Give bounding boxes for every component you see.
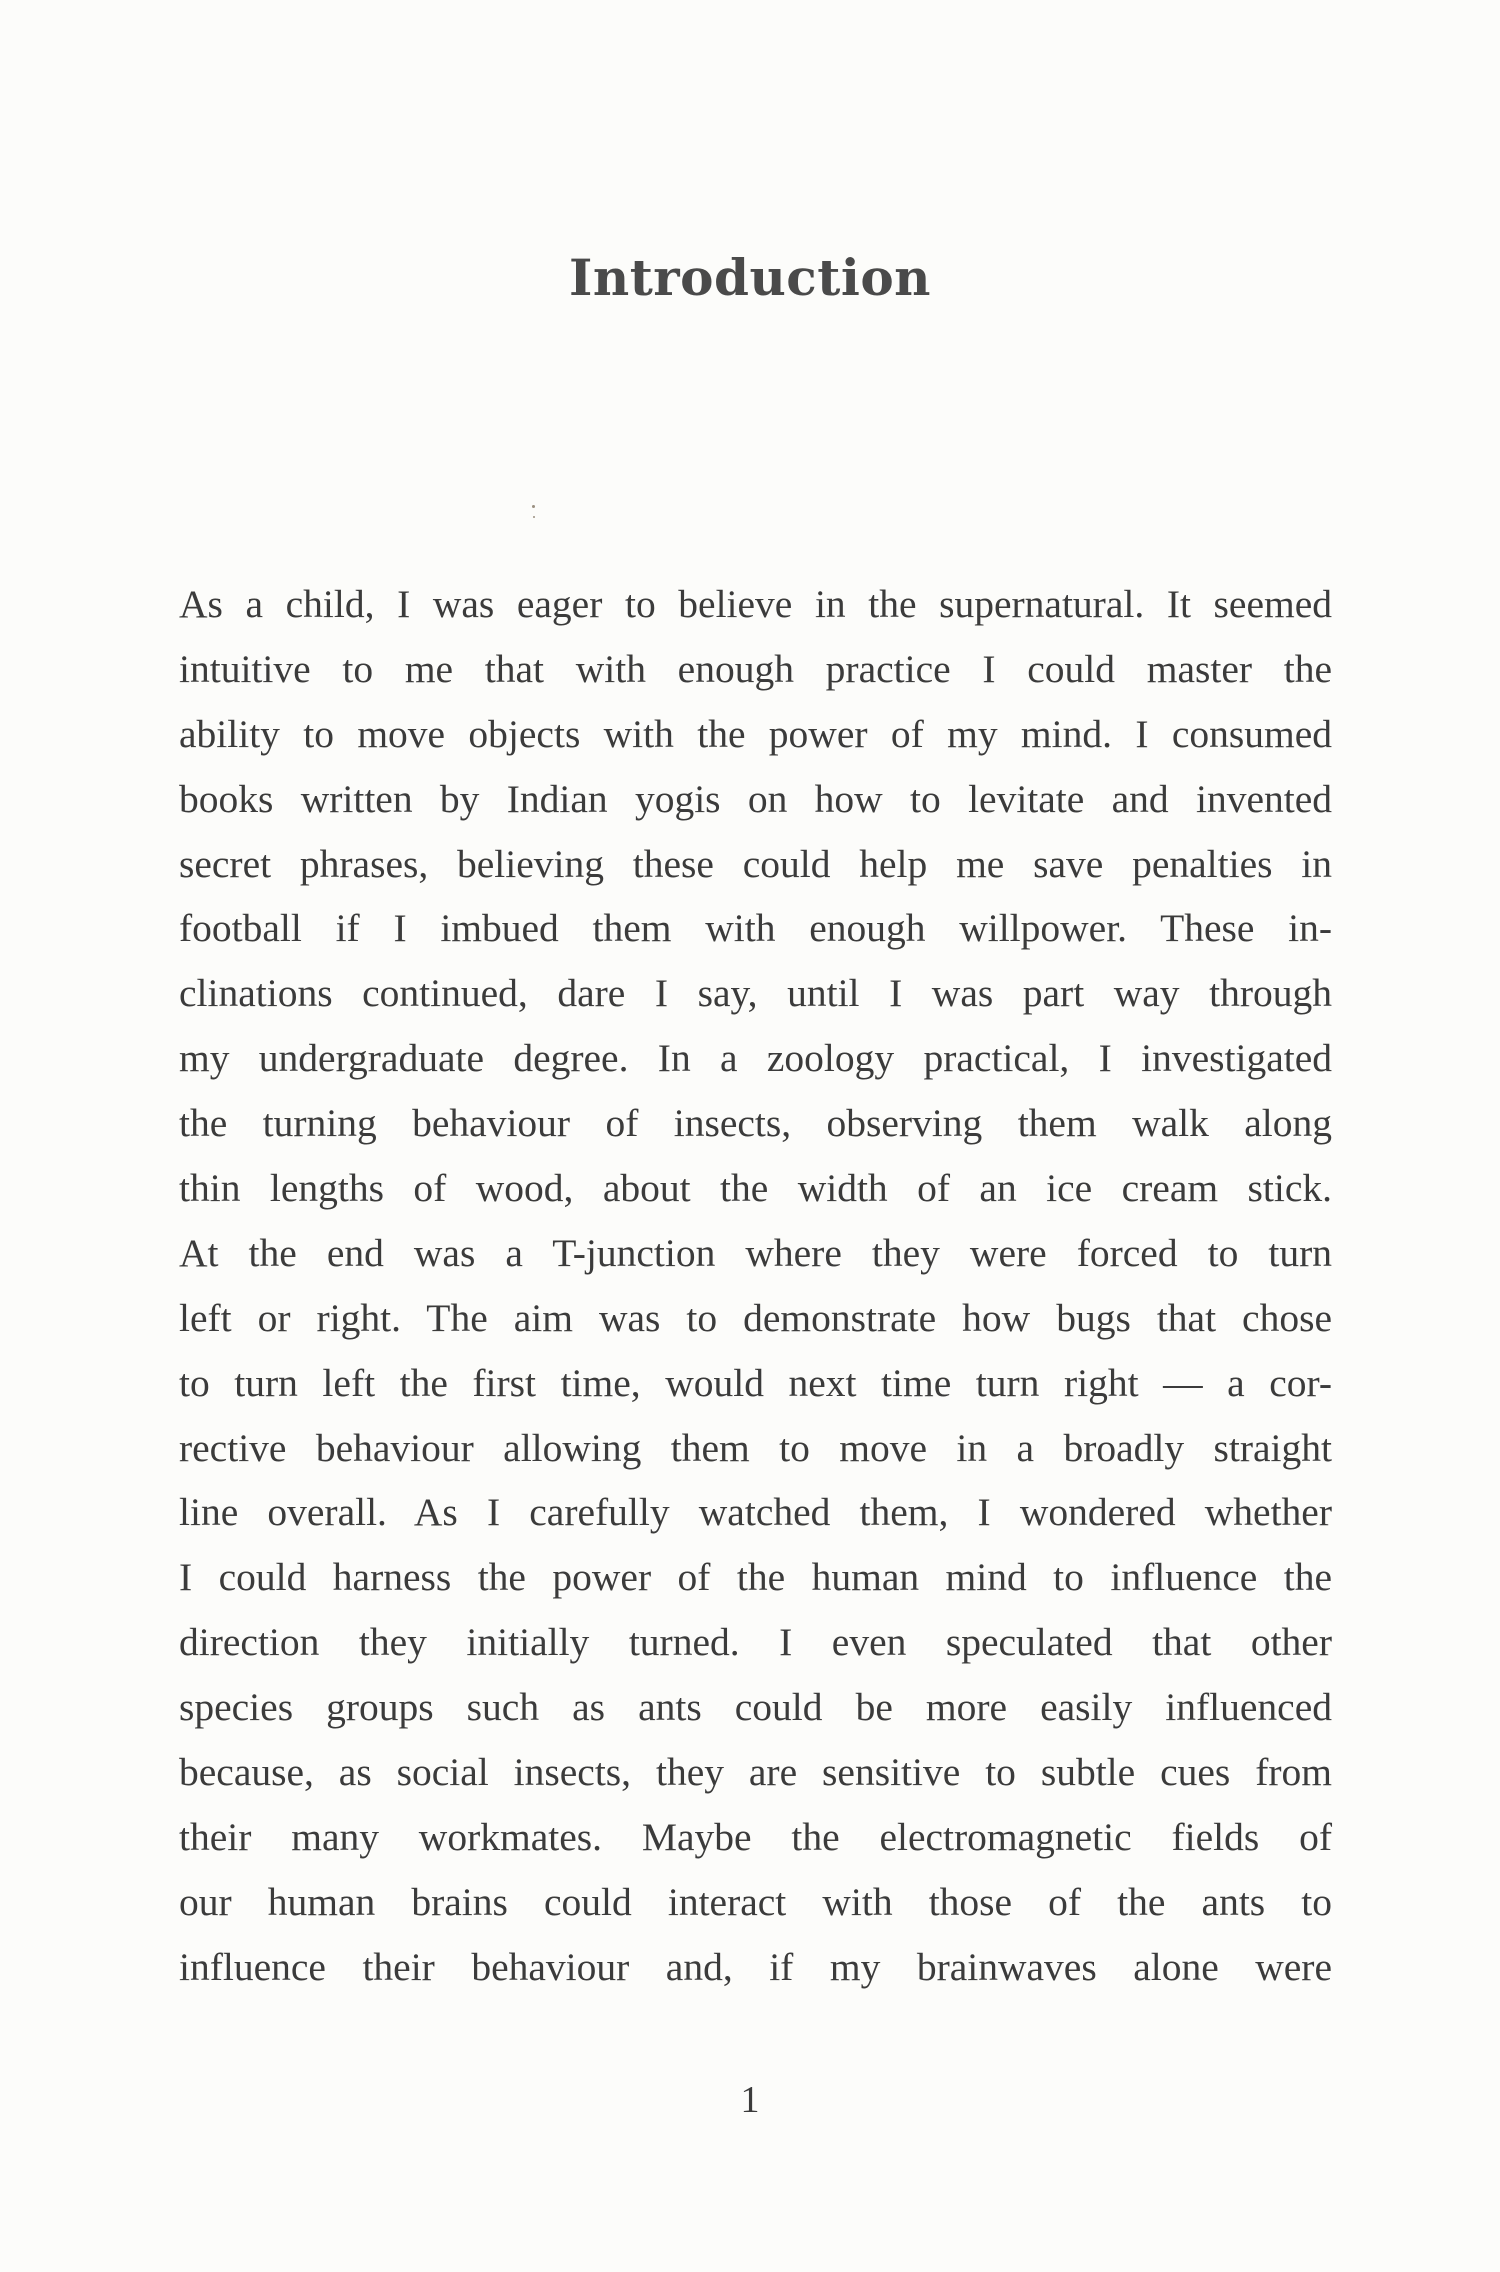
text-line: to turn left the first time, would next time turn right — a cor- xyxy=(179,1360,1332,1405)
page-number: 1 xyxy=(740,2079,760,2121)
text-line: because, as social insects, they are sensitive to subtle cues from xyxy=(179,1750,1332,1795)
text-line: At the end was a T-junction where they were forced to turn xyxy=(179,1230,1332,1275)
text-line: secret phrases, believing these could help me save penalties in xyxy=(179,841,1332,886)
body-text xyxy=(179,572,1332,2000)
text-line: the turning behaviour of insects, observing them walk along xyxy=(179,1101,1332,1146)
text-line: I could harness the power of the human mind to influence the xyxy=(179,1555,1332,1600)
text-line: species groups such as ants could be more easily influenced xyxy=(179,1685,1332,1730)
text-line: As a child, I was eager to believe in the supernatural. It seemed xyxy=(179,582,1332,626)
text-line: left or right. The aim was to demonstrate how bugs that chose xyxy=(179,1295,1332,1340)
chapter-title: Introduction xyxy=(568,248,932,307)
text-line: our human brains could interact with those of the ants to xyxy=(179,1879,1332,1924)
text-line: books written by Indian yogis on how to levitate and invented xyxy=(179,776,1332,821)
text-line: direction they initially turned. I even speculated that other xyxy=(179,1620,1332,1665)
text-line: rective behaviour allowing them to move in a broadly straight xyxy=(179,1425,1332,1470)
scan-speck xyxy=(532,505,535,508)
text-line: influence their behaviour and, if my brainwaves alone were xyxy=(179,1944,1332,1989)
text-line: their many workmates. Maybe the electromagnetic fields of xyxy=(179,1814,1332,1859)
text-line: clinations continued, dare I say, until I was part way through xyxy=(179,971,1332,1016)
text-line: my undergraduate degree. In a zoology practical, I investigated xyxy=(179,1036,1332,1081)
scan-speck xyxy=(533,516,535,518)
text-line: thin lengths of wood, about the width of an ice cream stick. xyxy=(179,1166,1332,1211)
text-line: intuitive to me that with enough practice I could master the xyxy=(179,646,1332,691)
text-line: ability to move objects with the power of my mind. I consumed xyxy=(179,711,1332,756)
text-line: line overall. As I carefully watched them, I wondered whether xyxy=(179,1490,1332,1535)
text-line: football if I imbued them with enough willpower. These in- xyxy=(179,906,1332,951)
